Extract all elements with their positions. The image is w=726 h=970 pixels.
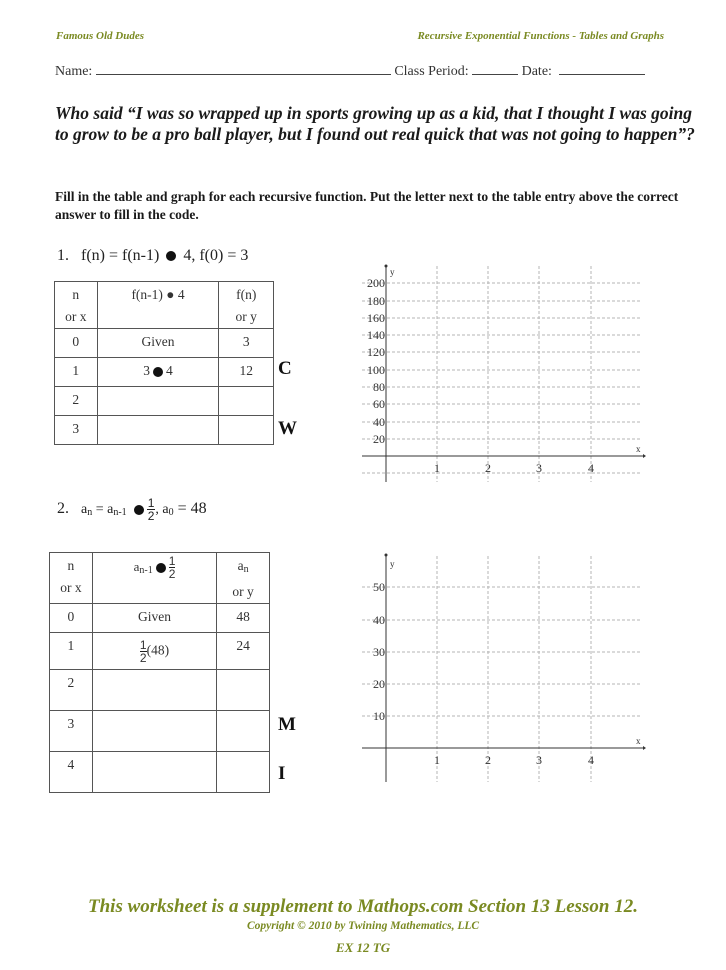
svg-text:4: 4 — [588, 753, 594, 767]
svg-text:2: 2 — [485, 753, 491, 767]
problem2-table — [49, 552, 270, 793]
header-expr: $a_{n-1}$ $\frac{1}{2}$ — [92, 553, 216, 604]
cell-n: 1 — [55, 358, 98, 387]
table-row — [50, 711, 270, 752]
y-tick-labels — [367, 276, 385, 446]
svg-text:1: 1 — [434, 753, 440, 767]
code-letter-w: W — [278, 418, 297, 439]
table-row — [50, 604, 270, 633]
date-field[interactable] — [559, 62, 645, 75]
y-axis-label: y — [390, 559, 395, 569]
problem1-formula-right: 4, f(0) = 3 — [183, 247, 249, 264]
header-value: $a_n$ or y — [217, 553, 270, 604]
problem1-formula-left: f(n) = f(n-1) — [81, 247, 160, 264]
cell-n: 0 — [50, 604, 93, 633]
problem2-graph[interactable] — [350, 550, 660, 785]
y-axis-label: y — [390, 267, 395, 277]
svg-text:120: 120 — [367, 345, 385, 359]
y-tick-labels — [373, 580, 385, 723]
svg-text:4: 4 — [588, 461, 594, 475]
footer-copyright: Copyright © 2010 by Twining Mathematics, LLC — [246, 920, 480, 932]
y-axis-arrow-icon — [385, 265, 388, 268]
fraction-one-half: $\frac{1}{2}$ — [147, 496, 155, 523]
table-row — [55, 329, 274, 358]
cell-value[interactable] — [219, 387, 274, 416]
problem1-graph[interactable] — [350, 262, 660, 482]
svg-text:40: 40 — [373, 613, 385, 627]
fraction-one-half: $\frac{1}{2}$ — [168, 554, 176, 581]
svg-text:140: 140 — [367, 328, 385, 342]
cell-expr[interactable] — [92, 752, 216, 793]
date-label: Date: — [521, 64, 552, 79]
x-axis-arrow-icon — [643, 454, 646, 458]
svg-text:10: 10 — [373, 709, 385, 723]
problem1-formula — [57, 247, 248, 265]
table-header-row — [55, 282, 274, 329]
svg-text:160: 160 — [367, 311, 385, 325]
svg-text:30: 30 — [373, 645, 385, 659]
header-expr: f(n-1) ● 4 — [97, 282, 219, 329]
cell-n: 3 — [55, 416, 98, 445]
svg-text:3: 3 — [536, 461, 542, 475]
svg-text:50: 50 — [373, 580, 385, 594]
header-n: n or x — [50, 553, 93, 604]
cell-n: 0 — [55, 329, 98, 358]
problem1-table — [54, 281, 274, 445]
svg-text:180: 180 — [367, 294, 385, 308]
cell-n: 1 — [50, 633, 93, 670]
header-left: Famous Old Dudes — [56, 30, 145, 42]
cell-value: 48 — [217, 604, 270, 633]
name-field[interactable] — [96, 62, 391, 75]
x-axis-label: x — [636, 736, 641, 746]
class-period-field[interactable] — [472, 62, 518, 75]
cell-expr: 3 4 — [97, 358, 219, 387]
svg-text:20: 20 — [373, 677, 385, 691]
header-value: f(n) or y — [219, 282, 274, 329]
multiply-dot-icon — [134, 505, 144, 515]
cell-value: 12 — [219, 358, 274, 387]
cell-n: 4 — [50, 752, 93, 793]
cell-expr: Given — [97, 329, 219, 358]
cell-n: 3 — [50, 711, 93, 752]
svg-text:200: 200 — [367, 276, 385, 290]
svg-text:40: 40 — [373, 415, 385, 429]
problem1-number: 1. — [57, 247, 69, 264]
svg-text:3: 3 — [536, 753, 542, 767]
cell-n: 2 — [55, 387, 98, 416]
cell-n: 2 — [50, 670, 93, 711]
multiply-dot-icon — [153, 367, 163, 377]
class-period-label: Class Period: — [394, 64, 469, 79]
multiply-dot-icon — [166, 251, 176, 261]
cell-expr: Given — [92, 604, 216, 633]
footer-supplement-text: This worksheet is a supplement to Mathops.com Section 13 Lesson 12. — [88, 896, 638, 917]
x-tick-labels — [434, 753, 594, 767]
svg-text:80: 80 — [373, 380, 385, 394]
table-header-row — [50, 553, 270, 604]
cell-value[interactable] — [219, 416, 274, 445]
cell-expr[interactable] — [97, 416, 219, 445]
cell-expr[interactable] — [97, 387, 219, 416]
instructions-text: Fill in the table and graph for each recursive function. Put the letter next to the table entry above the correct answer to fill in the code. — [55, 189, 679, 222]
y-axis-arrow-icon — [385, 554, 388, 557]
cell-value: 24 — [217, 633, 270, 670]
name-line — [55, 62, 645, 80]
fraction-one-half: $\frac{1}{2}$ — [139, 638, 147, 665]
cell-value[interactable] — [217, 711, 270, 752]
table-row — [50, 752, 270, 793]
problem2-number: 2. — [57, 500, 69, 518]
table-row — [55, 416, 274, 445]
name-label: Name: — [55, 64, 93, 79]
cell-expr: $\frac{1}{2}$ (48) — [92, 633, 216, 670]
cell-expr[interactable] — [92, 670, 216, 711]
x-axis-arrow-icon — [643, 746, 646, 750]
header-n: n or x — [55, 282, 98, 329]
multiply-dot-icon — [156, 563, 166, 573]
footer-code: EX 12 TG — [335, 940, 391, 955]
cell-value[interactable] — [217, 670, 270, 711]
table-row — [55, 358, 274, 387]
code-letter-i: I — [278, 763, 286, 784]
table-row — [50, 670, 270, 711]
table-row — [55, 387, 274, 416]
cell-expr[interactable] — [92, 711, 216, 752]
question-text: Who said “I was so wrapped up in sports growing up as a kid, that I thought I was going to grow to be a pro ball player, but I found out real quick that was not going to happen”? — [55, 103, 695, 144]
cell-value[interactable] — [217, 752, 270, 793]
x-axis-label: x — [636, 444, 641, 454]
header-right: Recursive Exponential Functions - Tables and Graphs — [417, 30, 664, 42]
svg-text:60: 60 — [373, 397, 385, 411]
cell-value: 3 — [219, 329, 274, 358]
svg-text:1: 1 — [434, 461, 440, 475]
grid-lines — [362, 266, 640, 482]
code-letter-m: M — [278, 714, 296, 735]
svg-text:100: 100 — [367, 363, 385, 377]
svg-text:2: 2 — [485, 461, 491, 475]
problem2-formula: 2. $a_n = a_{n-1}$ $\frac{1}{2}$ , $a_0 = 48$ — [57, 496, 207, 523]
table-row — [50, 633, 270, 670]
code-letter-c: C — [278, 358, 292, 379]
svg-text:20: 20 — [373, 432, 385, 446]
